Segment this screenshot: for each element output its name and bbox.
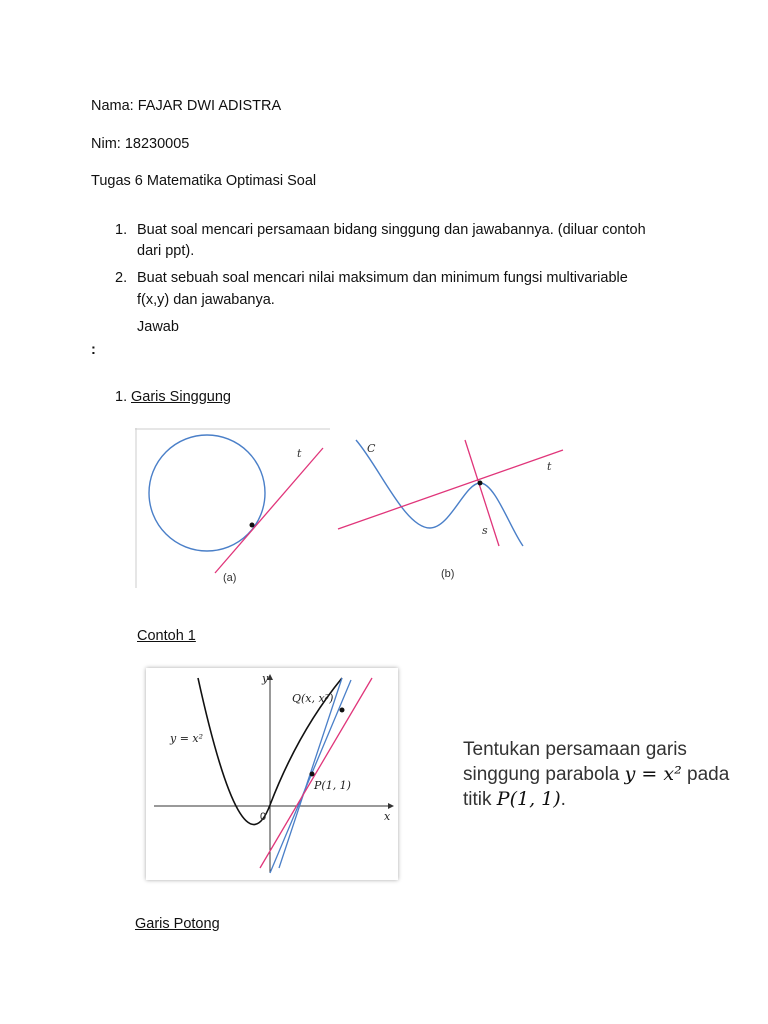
parabola-figure-svg — [146, 668, 398, 880]
tangent-point-b — [478, 481, 483, 486]
name-value: FAJAR DWI ADISTRA — [137, 98, 282, 114]
question-line2-math: y = x² — [624, 763, 682, 785]
label-t-b: t — [547, 460, 552, 473]
example1-title: Contoh 1 — [137, 628, 196, 644]
task-2-line1: Buat sebuah soal mencari nilai maksimum dan minimum fungsi multivariable — [137, 270, 628, 286]
question-text — [463, 738, 729, 812]
name-line — [91, 97, 281, 115]
label-b: (b) — [441, 568, 455, 580]
task-1-line2: dari ppt). — [137, 243, 195, 259]
section1-number: 1. — [115, 389, 128, 405]
circle-curve — [149, 435, 265, 551]
task-1-line1: Buat soal mencari persamaan bidang singgung dan jawabannya. (diluar contoh — [137, 222, 646, 238]
parabola-figure — [146, 668, 398, 880]
x-axis-label: x — [384, 810, 391, 823]
point-p — [310, 772, 315, 777]
label-t-a: t — [297, 447, 302, 460]
question-line3-pre: titik — [463, 789, 492, 810]
label-c: C — [367, 442, 376, 455]
question-line3-post: . — [560, 789, 566, 810]
curve-label: y = x² — [170, 732, 204, 745]
question-line1: Tentukan persamaan garis — [463, 739, 687, 760]
x-axis-arrow — [388, 803, 394, 809]
origin-label: 0 — [260, 811, 267, 823]
point-q — [340, 708, 345, 713]
y-axis-label: y — [262, 672, 269, 685]
colon-mark: : — [91, 342, 96, 358]
nim-value: 18230005 — [124, 136, 190, 152]
question-line3 — [463, 787, 729, 812]
task-1-number: 1. — [115, 222, 128, 238]
section1-title: Garis Singgung — [131, 389, 231, 405]
task-2-line2: f(x,y) dan jawabanya. — [137, 292, 275, 308]
tangent-figure — [135, 428, 571, 588]
tangent-point-a — [250, 523, 255, 528]
task-2-number: 2. — [115, 270, 128, 286]
tangent-figure-svg — [135, 428, 571, 588]
question-line3-math: P(1, 1) — [496, 788, 561, 810]
secant-section-title: Garis Potong — [135, 916, 220, 932]
question-line2-pre: singgung parabola — [463, 764, 620, 785]
question-line2-post: pada — [687, 764, 730, 785]
name-label: Nama: — [91, 98, 134, 114]
answer-label: Jawab — [137, 319, 179, 335]
assignment-title: Tugas 6 Matematika Optimasi Soal — [91, 173, 317, 189]
tangent-line — [260, 678, 372, 868]
point-p-label: P(1, 1) — [314, 779, 351, 792]
nim-line — [91, 135, 189, 153]
label-a: (a) — [223, 572, 237, 584]
question-line2 — [463, 762, 729, 787]
nim-label: Nim: — [91, 136, 121, 152]
tangent-line-a — [215, 448, 323, 573]
point-q-label: Q(x, x²) — [292, 692, 334, 705]
label-s: s — [482, 524, 488, 537]
